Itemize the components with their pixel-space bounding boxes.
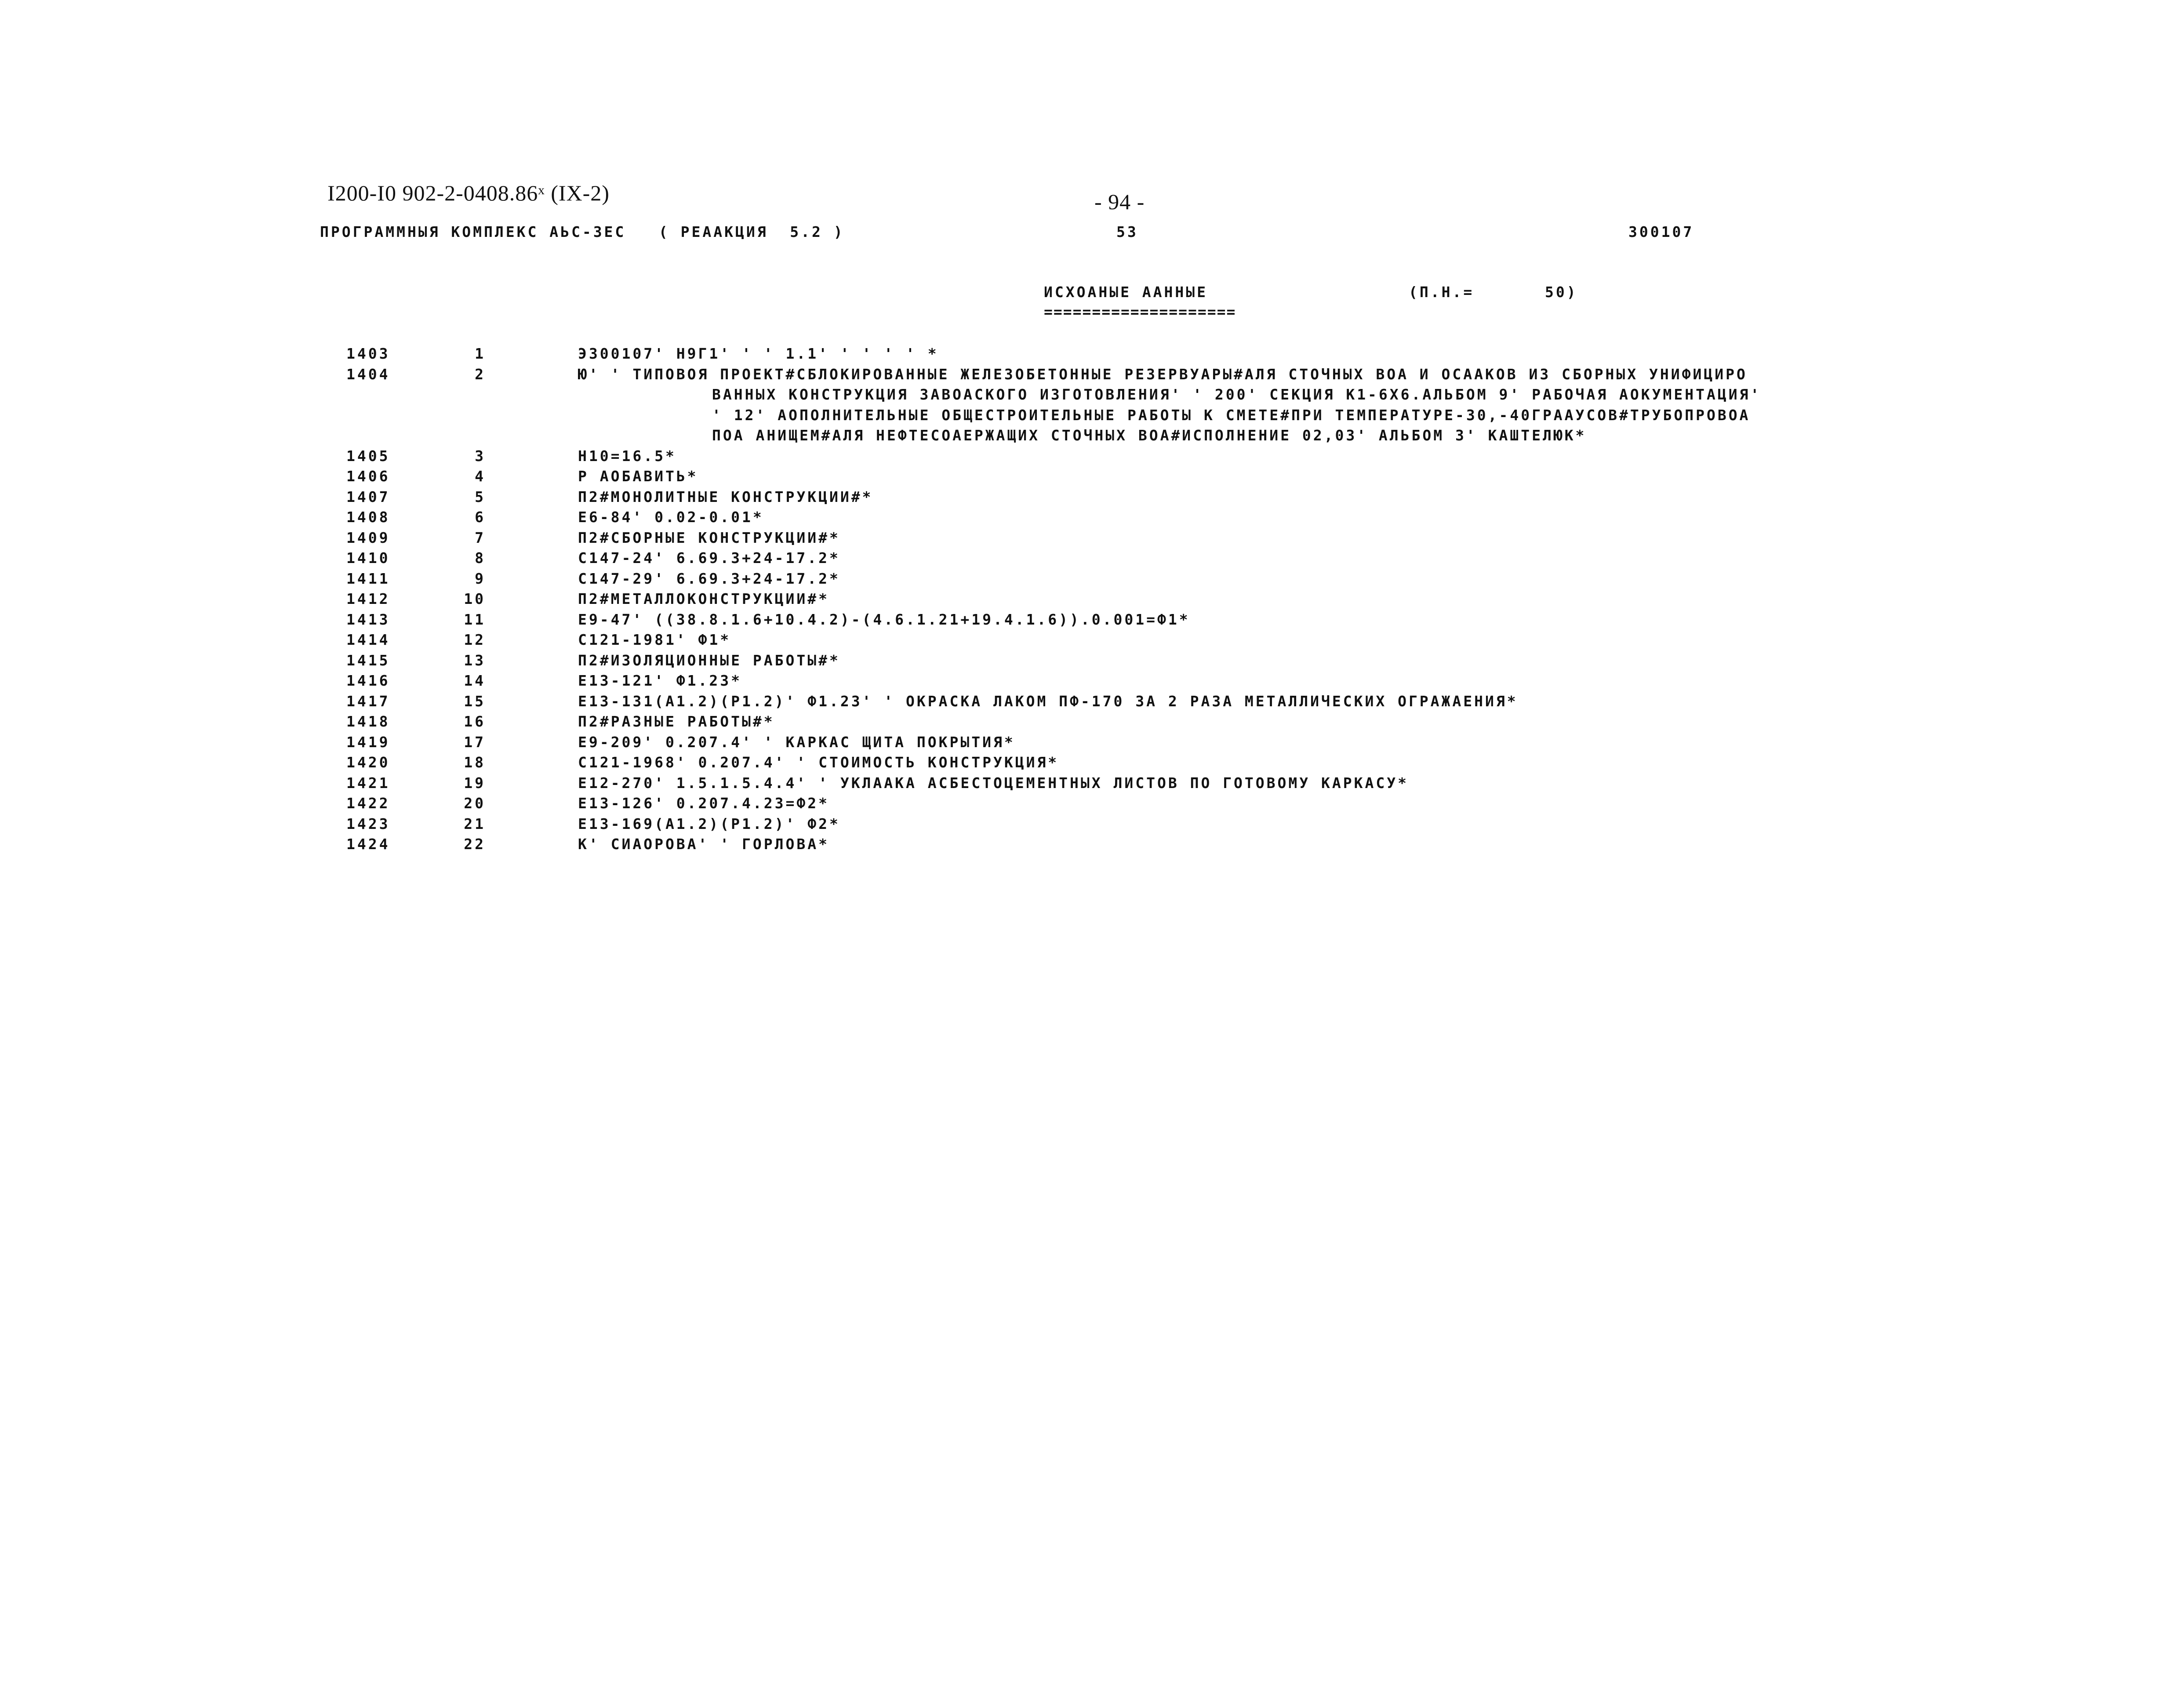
sequence-number: 19 [464, 774, 486, 792]
line-number: 1413 [346, 610, 390, 628]
record-text: П2#СБОРНЫЕ КОНСТРУКЦИИ#* [578, 529, 840, 546]
line-number: 1410 [346, 549, 390, 567]
record-text: П2#МОНОЛИТНЫЕ КОНСТРУКЦИИ#* [578, 488, 873, 505]
record-text: Е12-270' 1.5.1.5.4.4' ' УКЛААКА АСБЕСТОЦЕМЕНТНЫХ ЛИСТОВ ПО ГОТОВОМУ КАРКАСУ* [578, 774, 1409, 792]
document-id: 300107 [1628, 223, 1694, 240]
record-text: Е6-84' 0.02-0.01* [578, 509, 764, 526]
sequence-number: 13 [464, 651, 486, 669]
line-number: 1415 [346, 651, 390, 669]
section-underline: ==================== [1044, 303, 1236, 320]
sequence-number: 3 [475, 447, 486, 465]
sequence-number: 5 [475, 488, 486, 505]
sequence-number: 4 [475, 468, 486, 485]
record-text: Н10=16.5* [578, 447, 676, 465]
line-number: 1405 [346, 447, 390, 465]
sheet-number: 53 [1116, 223, 1138, 240]
line-number: 1420 [346, 754, 390, 771]
record-continuation-text: ВАННЫХ КОНСТРУКЦИЯ ЗАВОАСКОГО ИЗГОТОВЛЕНИЯ' ' 200' СЕКЦИЯ К1-6Х6.АЛЬБОМ 9' РАБОЧАЯ АОКУМЕНТАЦИЯ' [712, 386, 1762, 403]
sequence-number: 9 [475, 570, 486, 587]
sequence-number: 12 [464, 631, 486, 648]
sequence-number: 17 [464, 733, 486, 751]
line-number: 1412 [346, 590, 390, 607]
pn-value: 50) [1545, 283, 1578, 301]
record-text: К' СИАОРОВА' ' ГОРЛОВА* [578, 836, 829, 853]
sequence-number: 11 [464, 610, 486, 628]
sequence-number: 21 [464, 815, 486, 832]
sequence-number: 15 [464, 692, 486, 710]
record-text: Е9-47' ((38.8.1.6+10.4.2)-(4.6.1.21+19.4.1.6)).0.001=Ф1* [578, 610, 1190, 628]
line-number: 1407 [346, 488, 390, 505]
record-text: Е13-169(А1.2)(Р1.2)' Ф2* [578, 815, 840, 832]
record-text: Е13-131(А1.2)(Р1.2)' Ф1.23' ' ОКРАСКА ЛАКОМ ПФ-170 ЗА 2 РАЗА МЕТАЛЛИЧЕСКИХ ОГРАЖАЕНИЯ* [578, 692, 1518, 710]
sequence-number: 16 [464, 713, 486, 730]
record-continuation-text: ПОА АНИЩЕМ#АЛЯ НЕФТЕСОАЕРЖАЩИХ СТОЧНЫХ ВОА#ИСПОЛНЕНИЕ 02,03' АЛЬБОМ 3' КАШТЕЛЮК* [712, 427, 1587, 444]
line-number: 1417 [346, 692, 390, 710]
sequence-number: 7 [475, 529, 486, 546]
line-number: 1424 [346, 836, 390, 853]
record-text: С121-1981' Ф1* [578, 631, 731, 648]
line-number: 1423 [346, 815, 390, 832]
section-title: ИСХОАНЫЕ ААННЫЕ [1044, 283, 1208, 301]
sequence-number: 2 [475, 365, 486, 383]
line-number: 1416 [346, 672, 390, 689]
sequence-number: 6 [475, 509, 486, 526]
sequence-number: 20 [464, 795, 486, 812]
sequence-number: 22 [464, 836, 486, 853]
page-number: - 94 - [1094, 189, 1145, 214]
sequence-number: 18 [464, 754, 486, 771]
line-number: 1404 [346, 365, 390, 383]
record-text: С121-1968' 0.207.4' ' СТОИМОСТЬ КОНСТРУКЦИЯ* [578, 754, 1059, 771]
record-text: Е9-209' 0.207.4' ' КАРКАС ЩИТА ПОКРЫТИЯ* [578, 733, 1015, 751]
record-text: П2#РАЗНЫЕ РАБОТЫ#* [578, 713, 775, 730]
record-text: Э300107' Н9Г1' ' ' 1.1' ' ' ' ' * [578, 345, 939, 362]
sequence-number: 8 [475, 549, 486, 567]
record-text: П2#МЕТАЛЛОКОНСТРУКЦИИ#* [578, 590, 829, 607]
line-number: 1421 [346, 774, 390, 792]
line-number: 1411 [346, 570, 390, 587]
document-code: I200-I0 902-2-0408.86ˣ (IX-2) [327, 181, 610, 205]
line-number: 1409 [346, 529, 390, 546]
record-continuation-text: ' 12' АОПОЛНИТЕЛЬНЫЕ ОБЩЕСТРОИТЕЛЬНЫЕ РАБОТЫ К СМЕТЕ#ПРИ ТЕМПЕРАТУРЕ-30,-40ГРААУСОВ#ТРУБОПРОВОА [712, 406, 1751, 424]
record-text: Е13-126' 0.207.4.23=Ф2* [578, 795, 829, 812]
record-text: Ю' ' ТИПОВОЯ ПРОЕКТ#СБЛОКИРОВАННЫЕ ЖЕЛЕЗОБЕТОННЫЕ РЕЗЕРВУАРЫ#АЛЯ СТОЧНЫХ ВОА И ОСААКОВ ИЗ СБОРНЫХ УНИФИЦИРО [578, 365, 1748, 383]
pn-label: (П.Н.= [1409, 283, 1475, 301]
sequence-number: 10 [464, 590, 486, 607]
record-text: С147-24' 6.69.3+24-17.2* [578, 549, 840, 567]
record-text: П2#ИЗОЛЯЦИОННЫЕ РАБОТЫ#* [578, 651, 840, 669]
program-header: ПРОГРАММНЫЯ КОМПЛЕКС АЬС-ЗЕС ( РЕААКЦИЯ 5.2 ) [320, 223, 845, 240]
line-number: 1408 [346, 509, 390, 526]
record-text: С147-29' 6.69.3+24-17.2* [578, 570, 840, 587]
sequence-number: 14 [464, 672, 486, 689]
line-number: 1414 [346, 631, 390, 648]
line-number: 1419 [346, 733, 390, 751]
record-text: Р АОБАВИТЬ* [578, 468, 698, 485]
line-number: 1418 [346, 713, 390, 730]
line-number: 1422 [346, 795, 390, 812]
record-text: Е13-121' Ф1.23* [578, 672, 742, 689]
line-number: 1406 [346, 468, 390, 485]
line-number: 1403 [346, 345, 390, 362]
sequence-number: 1 [475, 345, 486, 362]
